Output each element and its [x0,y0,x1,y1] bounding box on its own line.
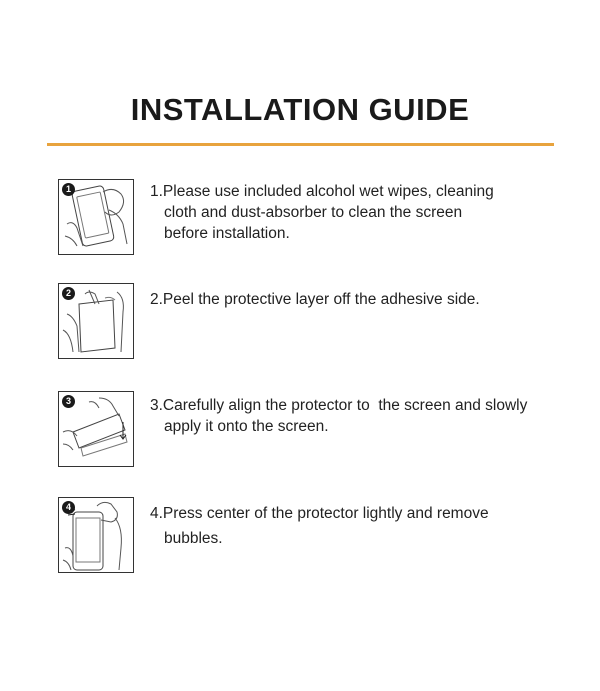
step-2-line-1: 2.Peel the protective layer off the adhesive side. [150,291,480,308]
step-4-line-2: bubbles. [164,530,223,547]
step-3-line-2: apply it onto the screen. [164,418,329,435]
step-3-illustration [58,391,134,467]
title-divider [47,143,554,146]
step-3-text [150,395,570,437]
step-4-badge: 4 [62,501,75,514]
step-1-line-2: cloth and dust-absorber to clean the screen [164,204,463,221]
step-1-text [150,181,570,244]
step-1-badge: 1 [62,183,75,196]
step-4-text [150,501,570,551]
step-4-line-1: 4.Press center of the protector lightly and remove [150,505,489,522]
step-2-text [150,289,570,310]
step-1-illustration [58,179,134,255]
step-3-line-1: 3.Carefully align the protector to the screen and slowly [150,397,528,414]
step-4-illustration [58,497,134,573]
step-2-illustration [58,283,134,359]
step-3-badge: 3 [62,395,75,408]
step-2-badge: 2 [62,287,75,300]
step-1-line-1: 1.Please use included alcohol wet wipes, cleaning [150,183,494,200]
step-1-line-3: before installation. [164,225,290,242]
page-title: INSTALLATION GUIDE [130,92,470,127]
